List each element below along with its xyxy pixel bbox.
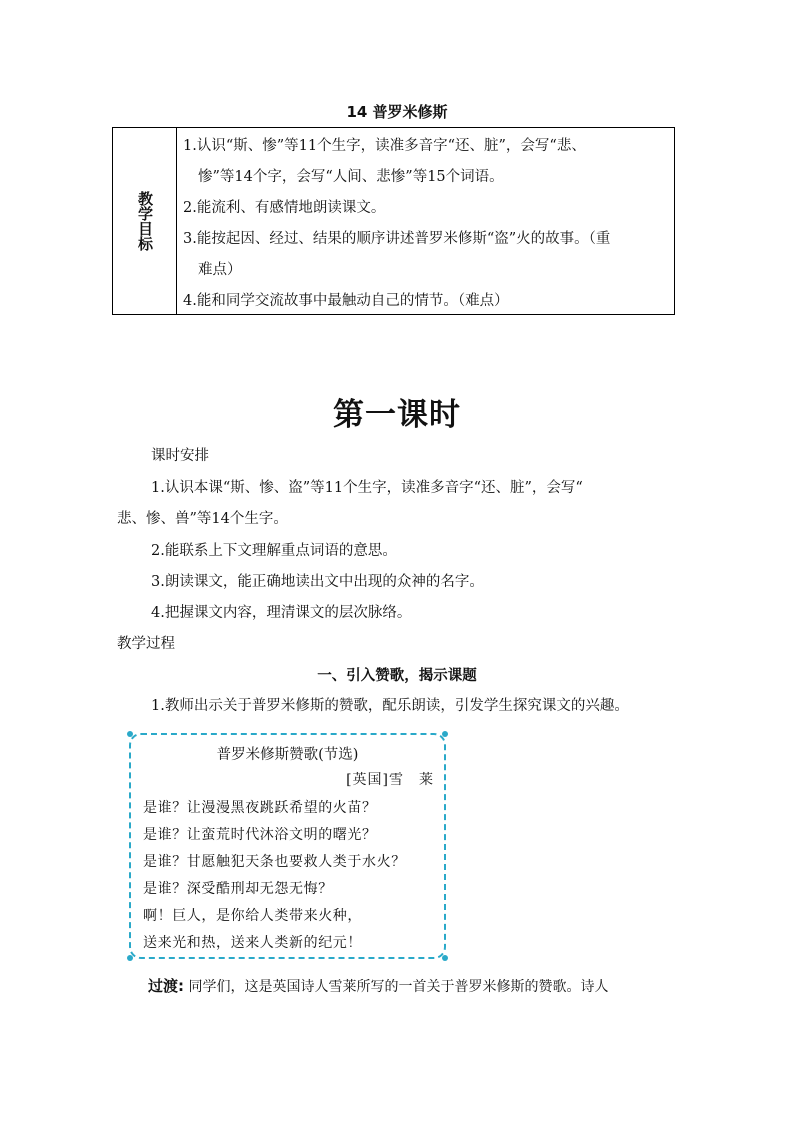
step-text: 1.教师出示关于普罗米修斯的赞歌，配乐朗读，引发学生探究课文的兴趣。 (151, 698, 629, 714)
goals-header-cell (113, 128, 177, 314)
poem-line: 是谁？深受酷刑却无怨无悔？ (143, 881, 333, 897)
transition-text: 同学们，这是英国诗人雪莱所写的一首关于普罗米修斯的赞歌。诗人 (188, 979, 609, 995)
corner-dot (127, 955, 133, 961)
corner-dot (127, 731, 133, 737)
goals-body-cell (177, 128, 674, 314)
plan-item: 3.朗读课文，能正确地读出文中出现的众神的名字。 (151, 574, 484, 590)
corner-dot (442, 955, 448, 961)
transition-paragraph (148, 975, 608, 998)
lesson-title: 14 普罗米修斯 (346, 103, 448, 121)
poem-line: 是谁？让蛮荒时代沐浴文明的曙光？ (143, 827, 377, 843)
goals-header: 教学目标 (136, 191, 154, 251)
plan-item: 2.能联系上下文理解重点词语的意思。 (151, 543, 397, 559)
goal-line: 4.能和同学交流故事中最触动自己的情节。（难点） (183, 293, 509, 309)
poem-subtitle: (节选) (318, 747, 359, 763)
session-title: 第一课时 (333, 397, 461, 433)
poem-title: 普罗米修斯赞歌 (216, 747, 319, 763)
poem-line: 啊！巨人，是你给人类带来火种， (143, 908, 362, 924)
poem-box (129, 733, 446, 959)
goal-line: 难点） (198, 262, 242, 278)
goal-line: 惨”等14个字，会写“人间、悲惨”等15个词语。 (198, 169, 504, 185)
goal-line: 2.能流利、有感情地朗读课文。 (183, 200, 386, 216)
plan-item: 4.把握课文内容，理清课文的层次脉络。 (151, 605, 412, 621)
poem-line: 是谁？让漫漫黑夜跳跃希望的火苗？ (143, 800, 377, 816)
poem-title-row (131, 743, 444, 764)
plan-item: 悲、惨、兽”等14个生字。 (117, 511, 288, 527)
transition-lead: 过渡: (148, 977, 184, 995)
section-heading: 一、引入赞歌，揭示课题 (317, 668, 477, 684)
plan-item: 1.认识本课“斯、惨、盗”等11个生字，读准多音字“还、脏”，会写“ (151, 480, 583, 496)
process-label: 教学过程 (117, 636, 175, 652)
poem-author: [英国]雪 莱 (346, 772, 434, 788)
poem-line: 送来光和热，送来人类新的纪元！ (143, 935, 362, 951)
plan-label: 课时安排 (151, 448, 209, 464)
goal-line: 3.能按起因、经过、结果的顺序讲述普罗米修斯“盗”火的故事。（重 (183, 231, 611, 247)
poem-line: 是谁？甘愿触犯天条也要救人类于水火？ (143, 854, 406, 870)
corner-dot (442, 731, 448, 737)
goal-line: 1.认识“斯、惨”等11个生字，读准多音字“还、脏”，会写“悲、 (183, 138, 586, 154)
teaching-goals-table (112, 127, 675, 315)
